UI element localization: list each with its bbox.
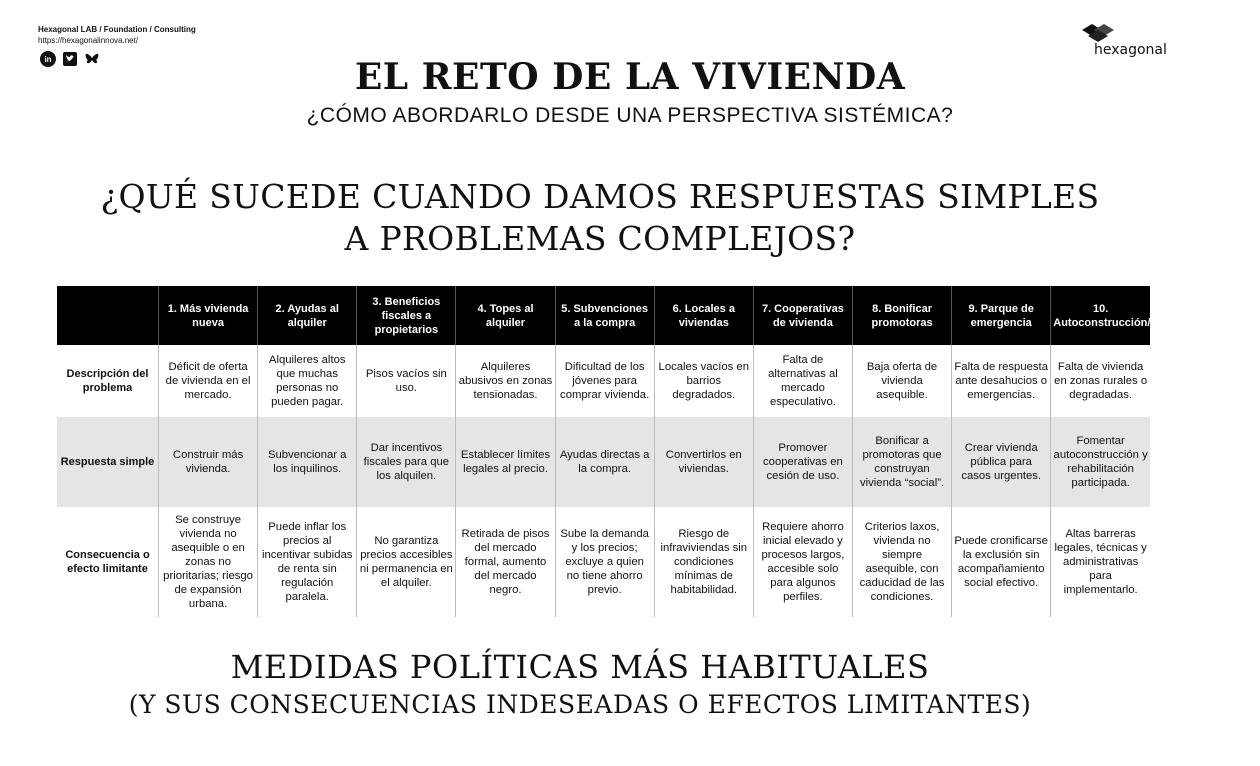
table-cell: Subvencionar a los inquilinos. bbox=[258, 417, 357, 507]
table-cell: Se construye vivienda no asequible o en zonas no prioritarias; riesgo de expansión urbana. bbox=[159, 507, 258, 617]
table-cell: No garantiza precios accesibles ni permanencia en el alquiler. bbox=[357, 507, 456, 617]
table-cell: Criterios laxos, vivienda no siempre asequible, con caducidad de las condiciones. bbox=[852, 507, 951, 617]
table-cell: Alquileres abusivos en zonas tensionadas. bbox=[456, 345, 555, 417]
table-header-row bbox=[57, 286, 1150, 345]
table-cell: Altas barreras legales, técnicas y administrativas para implementarlo. bbox=[1051, 507, 1150, 617]
policy-table bbox=[57, 286, 1222, 617]
logo-text: hexagonal bbox=[1094, 42, 1167, 58]
table-row bbox=[57, 507, 1150, 617]
table-cell: Riesgo de infraviviendas sin condiciones mínimas de habitabilidad. bbox=[654, 507, 753, 617]
org-url[interactable]: https://hexagonalinnova.net/ bbox=[38, 36, 139, 45]
table-cell: Retirada de pisos del mercado formal, aumento del mercado negro. bbox=[456, 507, 555, 617]
table-header: 6. Locales a viviendas bbox=[654, 286, 753, 345]
question-line-1: ¿QUÉ SUCEDE CUANDO DAMOS RESPUESTAS SIMPLES bbox=[100, 177, 1100, 216]
question-line-2: A PROBLEMAS COMPLEJOS? bbox=[344, 219, 856, 258]
table-cell: Pisos vacíos sin uso. bbox=[357, 345, 456, 417]
footer-heading: MEDIDAS POLÍTICAS MÁS HABITUALES bbox=[230, 648, 930, 686]
table-cell: Falta de alternativas al mercado especulativo. bbox=[753, 345, 852, 417]
table-cell: Establecer límites legales al precio. bbox=[456, 417, 555, 507]
table-cell: Dificultad de los jóvenes para comprar vivienda. bbox=[555, 345, 654, 417]
table-cell: Baja oferta de vivienda asequible. bbox=[852, 345, 951, 417]
table-header: 10. Autoconstrucción/rehabilitación bbox=[1051, 286, 1150, 345]
table-header: 4. Topes al alquiler bbox=[456, 286, 555, 345]
page-title: EL RETO DE LA VIVIENDA bbox=[354, 56, 906, 98]
org-info bbox=[38, 24, 196, 46]
table-cell: Convertirlos en viviendas. bbox=[654, 417, 753, 507]
main-question bbox=[0, 176, 1200, 260]
page-subtitle: ¿CÓMO ABORDARLO DESDE UNA PERSPECTIVA SISTÉMICA? bbox=[306, 104, 954, 127]
svg-text:in: in bbox=[44, 55, 52, 64]
table-header: 5. Subvenciones a la compra bbox=[555, 286, 654, 345]
table-header-corner bbox=[57, 286, 159, 345]
table-cell: Ayudas directas a la compra. bbox=[555, 417, 654, 507]
table-header: 9. Parque de emergencia bbox=[952, 286, 1051, 345]
table-row bbox=[57, 417, 1150, 507]
table-cell: Falta de vivienda en zonas rurales o degradadas. bbox=[1051, 345, 1150, 417]
table-cell: Déficit de oferta de vivienda en el mercado. bbox=[159, 345, 258, 417]
table-cell: Bonificar a promotoras que construyan vivienda “social”. bbox=[852, 417, 951, 507]
table-cell: Fomentar autoconstrucción y rehabilitación participada. bbox=[1051, 417, 1150, 507]
footer-subheading: (Y SUS CONSECUENCIAS INDESEADAS O EFECTOS LIMITANTES) bbox=[128, 690, 1032, 719]
table-header: 2. Ayudas al alquiler bbox=[258, 286, 357, 345]
table-cell: Promover cooperativas en cesión de uso. bbox=[753, 417, 852, 507]
table-header: 8. Bonificar promotoras bbox=[852, 286, 951, 345]
table-cell: Falta de respuesta ante desahucios o emergencias. bbox=[952, 345, 1051, 417]
table-cell: Locales vacíos en barrios degradados. bbox=[654, 345, 753, 417]
table-cell: Alquileres altos que muchas personas no pueden pagar. bbox=[258, 345, 357, 417]
table-cell: Crear vivienda pública para casos urgentes. bbox=[952, 417, 1051, 507]
table-header: 3. Beneficios fiscales a propietarios bbox=[357, 286, 456, 345]
table-cell: Sube la demanda y los precios; excluye a quien no tiene ahorro previo. bbox=[555, 507, 654, 617]
table-cell: Requiere ahorro inicial elevado y procesos largos, accesible solo para algunos perfiles. bbox=[753, 507, 852, 617]
table-cell: Dar incentivos fiscales para que los alquilen. bbox=[357, 417, 456, 507]
row-label: Descripción del problema bbox=[57, 345, 159, 417]
table-cell: Puede inflar los precios al incentivar subidas de renta sin regulación paralela. bbox=[258, 507, 357, 617]
row-label: Consecuencia o efecto limitante bbox=[57, 507, 159, 617]
table-cell: Construir más vivienda. bbox=[159, 417, 258, 507]
org-name: Hexagonal LAB / Foundation / Consulting bbox=[38, 25, 196, 34]
table-header: 1. Más vivienda nueva bbox=[159, 286, 258, 345]
table-header: 7. Cooperativas de vivienda bbox=[753, 286, 852, 345]
row-label: Respuesta simple bbox=[57, 417, 159, 507]
table-cell: Puede cronificarse la exclusión sin acompañamiento social efectivo. bbox=[952, 507, 1051, 617]
table-row bbox=[57, 345, 1150, 417]
